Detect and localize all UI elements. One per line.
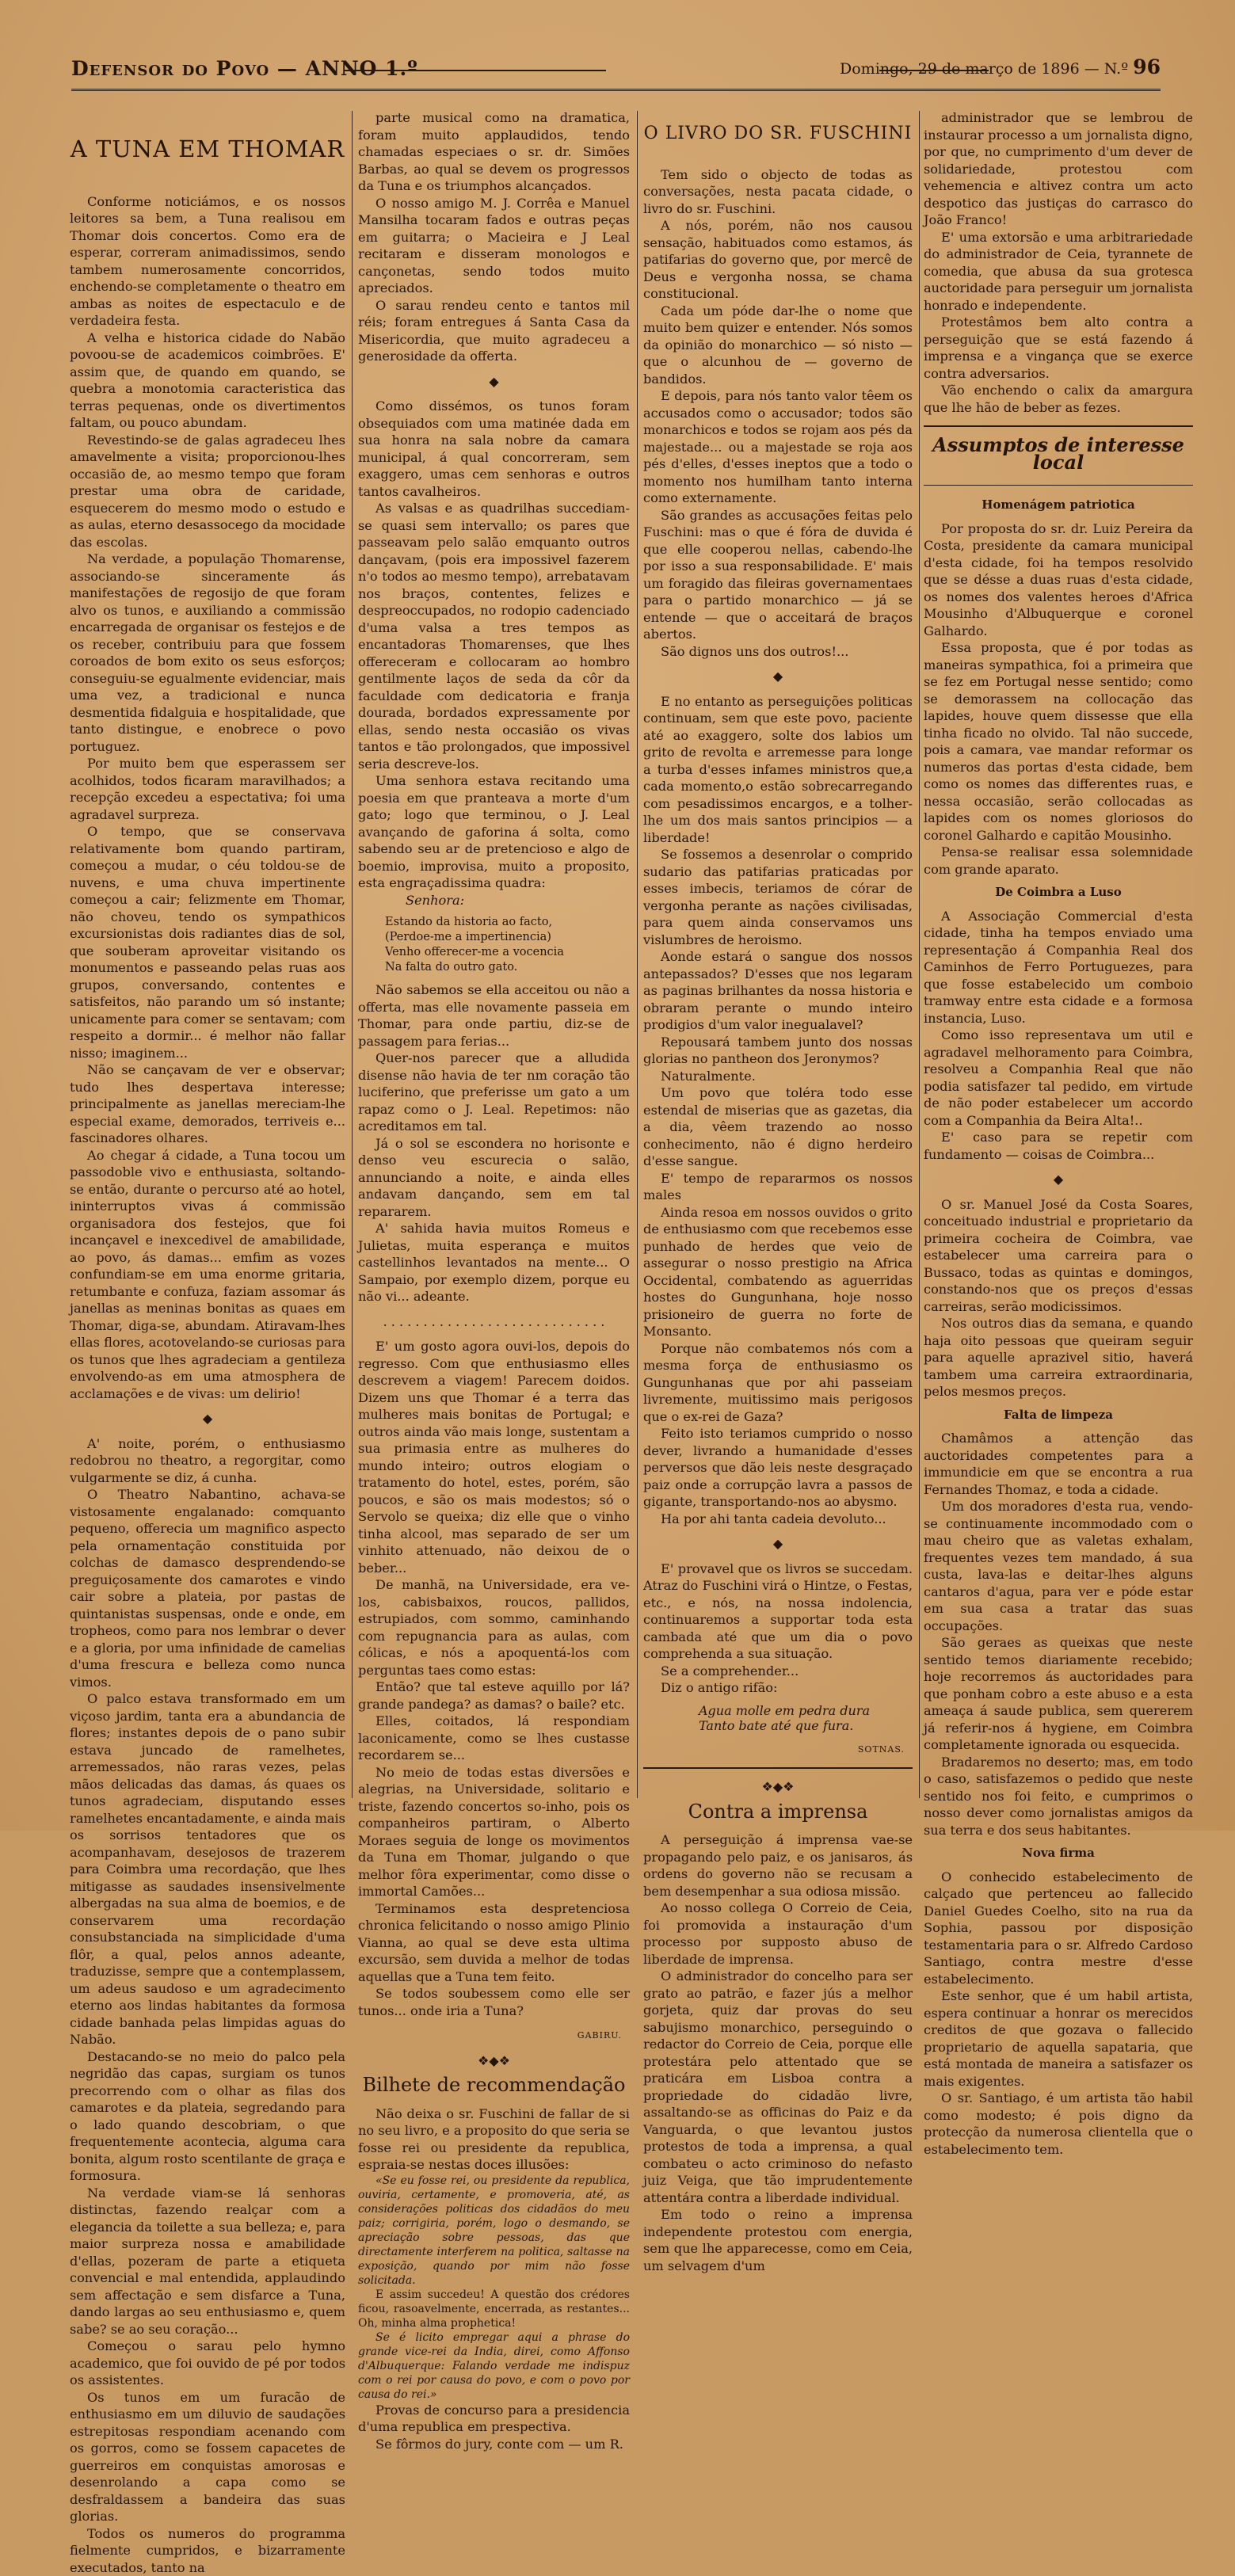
paragraph: Não se cançavam de ver e observar; tudo lhes despertava interesse; principalmente as janellas mereciam-lhe especial exame, demorados, terriveis e... fascinadores olhares. bbox=[70, 1061, 345, 1147]
paragraph: De manhã, na Universidade, era ve-los, cabisbaixos, roucos, pallidos, estrupiados, com sommo, caminhando com repugnancia para as aulas, com cólicas, e nós a apoquentá-los com perguntas taes como estas: bbox=[358, 1576, 630, 1679]
paragraph: O Theatro Nabantino, achava-se vistosamente engalanado: comquanto pequeno, offerecia um magnifico aspecto pela ornamentação constituida por colchas de damasco desprendendo-se preguiçosamente dos camarotes e vindo cair sobre a plateia, por pastas de quintanistas suspensas, onde e onde, em tropheos, como para nos lembrar o dever e a gloria, por uma infinidade de camelias d'uma frescura e belleza como nunca vimos. bbox=[70, 1486, 345, 1690]
paragraph: Se todos soubessem como elle ser tunos... onde iria a Tuna? bbox=[358, 1985, 630, 2019]
paragraph: Protestâmos bem alto contra a perseguição que se está fazendo á imprensa e a vingança que se exerce contra adversarios. bbox=[924, 314, 1193, 382]
paragraph: Naturalmente. bbox=[643, 1068, 913, 1085]
subsection-title: De Coimbra a Luso bbox=[924, 884, 1193, 901]
paragraph: São geraes as queixas que neste sentido temos diariamente recebido; hoje recorremos ás auctoridades para que ponham cobro a este abuso e a esta ameaça á saude publica, sem quererem já referir-nos á hygiene, em Coimbra completamente ignorada ou esquecida. bbox=[924, 1634, 1193, 1754]
paragraph: Ha por ahi tanta cadeia devoluto... bbox=[643, 1511, 913, 1528]
paragraph: O nosso amigo M. J. Corrêa e Manuel Mansilha tocaram fados e outras peças em guitarra; o Macieira e J Leal recitaram e disseram monologos e cançonetas, sendo todos muito apreciados. bbox=[358, 195, 630, 297]
paragraph: O tempo, que se conservava relativamente bom quando partiram, começou a mudar, o céu toldou-se de nuvens, e uma chuva impertinente começou a cair; felizmente em Thomar, não choveu, tendo os sympathicos excursionistas dois radiantes dias de sol, que souberam aproveitar visitando os monumentos e passeando pelas ruas aos grupos, conversando, contentes e satisfeitos, não parando um só instante; unicamente para comer se sentavam; com respeito a dormir... é melhor não fallar nisso; imaginem... bbox=[70, 823, 345, 1061]
paragraph: E assim succedeu! A questão dos crédores ficou, rasoavelmente, encerrada, as restantes... Oh, minha alma prophetica! bbox=[358, 2288, 630, 2330]
paragraph: Destacando-se no meio do palco pela negridão das capas, surgiam os tunos precorrendo com o olhar as filas dos camarotes e da plateia, segredando para o lado quando descobriam, o que frequentemente acontecia, alguma cara bonita, algum rosto scentilante de graça e formosura. bbox=[70, 2048, 345, 2185]
verse-line: Agua molle em pedra dura bbox=[699, 1703, 913, 1718]
verse bbox=[385, 915, 630, 975]
paragraph: Ainda resoa em nossos ouvidos o grito de enthusiasmo com que recebemos esse punhado de herdes que veio de assegurar o nosso prestigio na Africa Occidental, combatendo as aguerridas hostes do Gungunhana, hoje nosso prisioneiro de guerra no forte de Monsanto. bbox=[643, 1204, 913, 1340]
paragraph: Diz o antigo rifão: bbox=[643, 1679, 913, 1697]
paragraph: administrador que se lembrou de instaurar processo a um jornalista digno, por que, no cumprimento d'um dever de solidariedade, protestou com vehemencia e altivez contra um acto despotico das justiças do carrasco do João Franco! bbox=[924, 109, 1193, 229]
paragraph: Revestindo-se de galas agradeceu lhes amavelmente a visita; proporcionou-lhes occasião de, ao mesmo tempo que foram prestar uma obra de caridade, esquecerem do mesmo modo o estudo e as aulas, eterno desassocego da mocidade das escolas. bbox=[70, 432, 345, 551]
paragraph: Ao chegar á cidade, a Tuna tocou um passodoble vivo e enthusiasta, soltando-se então, durante o percurso até ao hotel, ininterruptos vivas á commissão organisadora dos festejos, que foi incançavel e inexcedivel de amabilidade, ao povo, ás damas... emfim as vozes confundiam-se em uma enorme gritaria, retumbante e confuza, faziam assomar ás janellas as meninas bonitas as quaes em Thomar, diga-se, abundam. Atiravam-lhes ellas flores, acotovelando-se curiosas para os tunos que lhes agradeciam a gentileza envolvendo-as em uma atmosphera de acclamações e de vivas: um delirio! bbox=[70, 1147, 345, 1403]
signature: SOTNAS. bbox=[643, 1741, 905, 1759]
paragraph: Aonde estará o sangue dos nossos antepassados? D'esses que nos legaram as paginas brilhantes da nossa historia e obraram perante o mundo inteiro prodigios d'um valor inegualavel? bbox=[643, 948, 913, 1034]
paragraph: O sr. Manuel José da Costa Soares, conceituado industrial e proprietario da primeira cocheira de Coimbra, vae estabelecer uma carreira para o Bussaco, todas as quintas e domingos, constando-nos que os preços d'essas carreiras, serão modicissimos. bbox=[924, 1196, 1193, 1316]
column-4 bbox=[924, 109, 1193, 1804]
paragraph: A perseguição á imprensa vae-se propagando pelo paiz, e os janisaros, ás ordens do governo não se recusam a bem desempenhar a sua odiosa missão. bbox=[643, 1831, 913, 1900]
article-title: O LIVRO DO SR. FUSCHINI bbox=[643, 125, 913, 143]
paragraph: Começou o sarau pelo hymno academico, que foi ouvido de pé por todos os assistentes. bbox=[70, 2338, 345, 2389]
section-title: Bilhete de recommendação bbox=[358, 2077, 630, 2094]
paragraph: Já o sol se escondera no horisonte e denso veu escurecia o salão, annunciando a noite, e ainda elles andavam dançando, sem em tal repararem. bbox=[358, 1135, 630, 1221]
issue-number: 96 bbox=[1133, 55, 1161, 78]
paragraph: Na verdade, a população Thomarense, associando-se sinceramente ás manifestações de regosijo de que foram alvo os tunos, e auxiliando a commissão encarregada de organisar os festejos e de os receber, contribuiu para que fossem coroados de bom exito os seus esforços; conseguiu-se egualmente evidenciar, mais uma vez, a tradicional e nunca desmentida fidalguia e hospitalidade, que tanto distingue, e enobrece o povo portuguez. bbox=[70, 551, 345, 755]
verse-line: Estando da historia ao facto, bbox=[385, 915, 630, 930]
paragraph: Se fôrmos do jury, conte com — um R. bbox=[358, 2436, 630, 2453]
column-divider bbox=[352, 111, 353, 1798]
quadra-intro: Senhora: bbox=[358, 892, 630, 909]
paragraph: Um dos moradores d'esta rua, vendo-se continuamente incommodado com o mau cheiro que as valetas exhalam, frequentes vezes tem mandado, á sua custa, lava-las e deitar-lhes alguns cantaros d'agua, para ver e póde estar em sua casa a tratar das suas occupações. bbox=[924, 1498, 1193, 1634]
paragraph: Pensa-se realisar essa solemnidade com grande aparato. bbox=[924, 844, 1193, 878]
ornament: ◆ bbox=[643, 668, 913, 685]
paragraph: Na verdade viam-se lá senhoras distinctas, fazendo realçar com a elegancia da toilette a sua belleza; e, para maior surpreza nossa e amabilidade d'ellas, pozeram de parte a etiqueta convencial e mal entendida, applaudindo sem affectação e sem disfarce a Tuna, dando largas ao seu enthusiasmo e, quem sabe? se ao seu coração... bbox=[70, 2185, 345, 2338]
column-3 bbox=[643, 109, 913, 1804]
paragraph: Então? que tal esteve aquillo por lá? grande pandega? as damas? o baile? etc. bbox=[358, 1679, 630, 1713]
column-divider bbox=[919, 111, 920, 1798]
paragraph: O palco estava transformado em um viçoso jardim, tanta era a abundancia de flores; instantes depois de o pano subir estava juncado de ramelhetes, arremessados, não raras vezes, pelas mãos delicadas das damas, ás quaes os tunos agradeciam, disputando esses ramelhetes encantadamente, e ainda mais os sorrisos tentadores que os acompanhavam, desejosos de trazerem para Coimbra uma recordação, que lhes mitigasse as saudades insensivelmente albergadas na sua alma de boemios, e de conservarem uma recordação consubstanciada na simplicidade d'uma flôr, a qual, pelos annos adeante, traduzisse, sempre que a contemplassem, um adeus saudoso e um agradecimento eterno aos lindas habitantes da formosa cidade banhada pelas limpidas aguas do Nabão. bbox=[70, 1690, 345, 2048]
paragraph: Nos outros dias da semana, e quando haja oito pessoas que queiram seguir para aquelle aprazivel sitio, haverá tambem uma carreira extraordinaria, pelos mesmos preços. bbox=[924, 1315, 1193, 1400]
ornament: ❖◆❖ bbox=[643, 1778, 913, 1796]
paragraph: O sr. Santiago, é um artista tão habil como modesto; é pois digno da protecção da numerosa clientella que o estabelecimento tem. bbox=[924, 2090, 1193, 2158]
issue-date-text: Domingo, 29 de março de 1896 — N.º bbox=[840, 60, 1128, 78]
paragraph: São dignos uns dos outros!... bbox=[643, 643, 913, 661]
paragraph: Como isso representava um util e agradavel melhoramento para Coimbra, resolveu a Companhia Real que não podia satisfazer tal pedido, em virtude de não poder estabelecer um accordo com a Companhia da Beira Alta!.. bbox=[924, 1027, 1193, 1129]
ornament: ◆ bbox=[70, 1410, 345, 1427]
paragraph: Em todo o reino a imprensa independente protestou com energia, sem que lhe apparecesse, como em Ceia, um selvagem d'um bbox=[643, 2206, 913, 2274]
ornament: ◆ bbox=[924, 1171, 1193, 1188]
paragraph: Provas de concurso para a presidencia d'uma republica em prespectiva. bbox=[358, 2402, 630, 2436]
paragraph: O conhecido estabelecimento de calçado que pertenceu ao fallecido Daniel Guedes Coelho, sito na rua da Sophia, passou por disposição testamentaria para o sr. Alfredo Cardoso Santiago, contra mestre d'esse estabelecimento. bbox=[924, 1869, 1193, 1988]
paragraph: E' caso para se repetir com fundamento — coisas de Coimbra... bbox=[924, 1129, 1193, 1163]
paragraph: E' provavel que os livros se succedam. Atraz do Fuschini virá o Hintze, o Festas, etc., e nós, na nossa indolencia, continuaremos a supportar toda esta cambada até que um dia o povo comprehenda a sua situação. bbox=[643, 1560, 913, 1663]
paragraph: Essa proposta, que é por todas as maneiras sympathica, foi a primeira que se fez em Portugal nesse sentido; como se demorassem na collocação das lapides, houve quem dissesse que ella tinha ficado no olvido. Tal não succede, pois a camara, vae mandar reformar os numeros das portas d'esta cidade, bem como os nomes das differentes ruas, e nessa occasião, serão collocadas as lapides com os nomes gloriosos do coronel Galhardo e capitão Mousinho. bbox=[924, 639, 1193, 844]
paragraph: Terminamos esta despretenciosa chronica felicitando o nosso amigo Plinio Vianna, ao qual se deve esta ultima excursão, sem duvida a melhor de todas aquellas que a Tuna tem feito. bbox=[358, 1900, 630, 1986]
paragraph: O sarau rendeu cento e tantos mil réis; foram entregues á Santa Casa da Misericordia, que muito agradeceu a generosidade da offerta. bbox=[358, 297, 630, 365]
paragraph: E' tempo de repararmos os nossos males bbox=[643, 1170, 913, 1204]
verse bbox=[699, 1703, 913, 1733]
article-title: A TUNA EM THOMAR bbox=[70, 141, 345, 158]
dotted-separator: . . . . . . . . . . . . . . . . . . . . . . . . . . . . bbox=[358, 1313, 630, 1331]
paragraph: Feito isto teriamos cumprido o nosso dever, livrando a humanidade d'esses perversos que dão leis neste desgraçado paiz onde a corrupção lavra a passos de gigante, transportando-nos ao abysmo. bbox=[643, 1425, 913, 1511]
paragraph: A nós, porém, não nos causou sensação, habituados como estamos, ás patifarias do governo que, por mercê de Deus e vergonha nossa, se chama constitucional. bbox=[643, 217, 913, 303]
masthead-underline bbox=[71, 89, 1161, 91]
subsection-title: Homenágem patriotica bbox=[924, 497, 1193, 514]
paragraph: E' um gosto agora ouvi-los, depois do regresso. Com que enthusiasmo elles descrevem a viagem! Parecem doidos. Dizem uns que Thomar é a terra das mulheres mais bonitas de Portugal; e outros ainda vão mais longe, sustentam a sua primasia entre as mulheres do mundo inteiro; outros elogiam o tratamento do hotel, estes, porém, são poucos, e são os mais modestos; só o Servolo se queixa; diz elle que o vinho tinha alcool, mas separado de ser um vinhito attenuado, não deixou de o beber... bbox=[358, 1338, 630, 1576]
paragraph: Porque não combatemos nós com a mesma força de enthusiasmo os Gungunhanas que por ahi passeiam livremente, muitissimo mais perigosos que o ex-rei de Gaza? bbox=[643, 1340, 913, 1426]
subsection-title: Falta de limpeza bbox=[924, 1407, 1193, 1424]
paragraph: Tem sido o objecto de todas as conversações, nesta pacata cidade, o livro do sr. Fuschini. bbox=[643, 166, 913, 218]
paragraph: A' noite, porém, o enthusiasmo redobrou no theatro, a regorgitar, como vulgarmente se diz, á cunha. bbox=[70, 1435, 345, 1487]
quote: Se é licito empregar aqui a phrase do grande vice-rei da India, direi, como Affonso d'Albuquerque: Falando verdade me indispuz com o rei por causa do povo, e com o povo por causa do rei.» bbox=[358, 2330, 630, 2402]
paragraph: Conforme noticiámos, e os nossos leitores sa bem, a Tuna realisou em Thomar dois concertos. Como era de esperar, correram animadissimos, sendo tambem numerosamente concorridos, enchendo-se completamente o theatro em ambas as noites de espectaculo e de verdadeira festa. bbox=[70, 193, 345, 330]
paragraph: Um povo que toléra todo esse estendal de miserias que as gazetas, dia a dia, vêem trazendo ao nosso conhecimento, não é digno herdeiro d'esse sangue. bbox=[643, 1084, 913, 1170]
paragraph: Não sabemos se ella acceitou ou não a offerta, mas elle novamente passeia em Thomar, para onde partiu, diz-se de passagem para ferias... bbox=[358, 981, 630, 1050]
newspaper-title: Defensor do Povo — ANNO 1.º bbox=[71, 57, 418, 80]
paragraph: As valsas e as quadrilhas succediam-se quasi sem intervallo; os pares que passeavam pelo salão emquanto outros dançavam, (pois era impossivel fazerem n'o todos ao mesmo tempo), arrebatavam nos braços, contentes, felizes e despreoccupados, no rodopio cadenciado d'uma valsa a tres tempos as encantadoras Thomarenses, que lhes offereceram e collocaram ao hombro gentilmente laços de seda da côr da faculdade com dedicatoria e franja dourada, bordados expressamente por ellas, sendo nesta occasião os vivas tantos e tão prolongados, que impossivel seria descreve-los. bbox=[358, 500, 630, 772]
paragraph: Os tunos em um furacão de enthusiasmo em um diluvio de saudações estrepitosas respondiam acenando com os gorros, como se fossem capacetes de guerreiros em conquistas amorosas e desenrolando a capa como se desfraldassem a bandeira das suas glorias. bbox=[70, 2389, 345, 2525]
verse-line: Tanto bate até que fura. bbox=[699, 1718, 913, 1733]
ornament: ❖◆❖ bbox=[358, 2052, 630, 2070]
masthead-rule bbox=[345, 70, 606, 71]
section-title: Assumptos de interesse local bbox=[924, 436, 1193, 471]
paragraph: parte musical como na dramatica, foram muito applaudidos, tendo chamadas especiaes o sr. dr. Simões Barbas, ao qual se devem os progressos da Tuna e os triumphos alcançados. bbox=[358, 109, 630, 195]
paragraph: Por proposta do sr. dr. Luiz Pereira da Costa, presidente da camara municipal d'esta cidade, foi ha tempos resolvido que se désse a duas ruas d'esta cidade, os nomes dos valentes heroes d'Africa Mousinho d'Albuquerque e coronel Galhardo. bbox=[924, 520, 1193, 640]
paragraph: Uma senhora estava recitando uma poesia em que pranteava a morte d'um gato; logo que terminou, o J. Leal avançando de gaforina á solta, como sabendo seu ar de pretencioso e algo de boemio, improvisa, muito a proposito, esta engraçadissima quadra: bbox=[358, 772, 630, 892]
paragraph: Elles, coitados, lá respondiam laconicamente, como se lhes custasse recordarem se... bbox=[358, 1713, 630, 1764]
paragraph: A' sahida havia muitos Romeus e Julietas, muita esperança e muitos castellinhos levantados na mente... O Sampaio, por exemplo dizem, porque eu não vi... adeante. bbox=[358, 1220, 630, 1305]
paragraph: Ao nosso collega O Correio de Ceia, foi promovida a instauração d'um processo por supposto abuso de liberdade de imprensa. bbox=[643, 1900, 913, 1968]
paragraph: Não deixa o sr. Fuschini de fallar de si no seu livro, e a proposito do que seria se fosse rei ou presidente da republica, espraia-se nestas doces illusões: bbox=[358, 2105, 630, 2174]
paragraph: São grandes as accusações feitas pelo Fuschini: mas o que é fóra de duvida é que elle cooperou nellas, cabendo-lhe por isso a sua responsabilidade. E' mais um foragido das fileiras governamentaes para o partido monarchico — já se entende — que o acceitará de braços abertos. bbox=[643, 507, 913, 643]
quote: «Se eu fosse rei, ou presidente da republica, ouviria, certamente, e promoveria, até, as considerações politicas dos cidadãos do meu paiz; corrigiria, porém, logo o desmando, se apreciação sobre pessoas, das que directamente interferem na politica, saltasse na exposição, quando por mim não fosse solicitada. bbox=[358, 2174, 630, 2288]
column-divider bbox=[637, 111, 638, 1798]
masthead bbox=[71, 51, 1161, 92]
paragraph: A velha e historica cidade do Nabão povoou-se de academicos coimbrões. E' assim que, de quando em quando, se quebra a monotomia caracteristica das terras pequenas, onde os divertimentos faltam, ou pouco abundam. bbox=[70, 330, 345, 432]
paragraph: Se fossemos a desenrolar o comprido sudario das patifarias praticadas por esses imbecis, teriamos de córar de vergonha perante as nações civilisadas, para quem ainda conservamos uns vislumbres de heroismo. bbox=[643, 846, 913, 948]
paragraph: Quer-nos parecer que a alludida disense não havia de ter nm coração tão luciferino, que preferisse um gato a um rapaz como o J. Leal. Repetimos: não acreditamos em tal. bbox=[358, 1050, 630, 1135]
paragraph: Repousará tambem junto dos nossas glorias no pantheon dos Jeronymos? bbox=[643, 1034, 913, 1068]
paragraph: Como dissémos, os tunos foram obsequiados com uma matinée dada em sua honra na sala nobre da camara municipal, á qual concorreram, sem exaggero, umas cem senhoras e outros tantos cavalheiros. bbox=[358, 398, 630, 500]
column-2 bbox=[358, 109, 630, 1804]
paragraph: Este senhor, que é um habil artista, espera continuar a honrar os merecidos creditos de que gozava o fallecido proprietario de aquella sapataria, que está montada de maneira a satisfazer os mais exigentes. bbox=[924, 1987, 1193, 2090]
column-1 bbox=[70, 109, 345, 1804]
signature: GABIRU. bbox=[358, 2027, 622, 2044]
paragraph: A Associação Commercial d'esta cidade, tinha ha tempos enviado uma representação á Companhia Real dos Caminhos de Ferro Portuguezes, para que fosse estabelecido um comboio tramway entre esta cidade e a formosa instancia, Luso. bbox=[924, 908, 1193, 1027]
paragraph: E' uma extorsão e uma arbitrariedade do administrador de Ceia, tyrannete de comedia, que abusa da sua grotesca auctoridade para perseguir um jornalista honrado e independente. bbox=[924, 229, 1193, 314]
subsection-title: Nova firma bbox=[924, 1845, 1193, 1862]
ornament: ◆ bbox=[358, 373, 630, 391]
issue-date bbox=[840, 55, 1161, 78]
paragraph: Vão enchendo o calix da amargura que lhe hão de beber as fezes. bbox=[924, 382, 1193, 416]
paragraph: E depois, para nós tanto valor têem os accusados como o accusador; todos são monarchicos e todos se rojam aos pés da majestade... ou a majestade se roja aos pés d'elles, d'esses ineptos que a todo o momento nos humilham tanto interna como externamente. bbox=[643, 387, 913, 507]
divider bbox=[924, 485, 1193, 486]
verse-line: Venho offerecer-me a vocencia bbox=[385, 945, 630, 960]
ornament: ◆ bbox=[643, 1535, 913, 1553]
paragraph: Por muito bem que esperassem ser acolhidos, todos ficaram maravilhados; a recepção excedeu a espectativa; foi uma agradavel surpreza. bbox=[70, 755, 345, 823]
paragraph: Se a comprehender... bbox=[643, 1663, 913, 1680]
verse-line: Na falta do outro gato. bbox=[385, 960, 630, 975]
paragraph: Todos os numeros do programma fielmente cumpridos, e bizarramente executados, tanto na bbox=[70, 2525, 345, 2576]
paragraph: E no entanto as perseguições politicas continuam, sem que este povo, paciente até ao exaggero, solte dos labios um grito de revolta e arremesse para longe a turba d'esses infames ministros que,a cada momento,o estão sobrecarregando com pesadissimos encargos, e a tolher-lhe um dos mais santos principios — a liberdade! bbox=[643, 693, 913, 847]
paragraph: Chamâmos a attenção das auctoridades competentes para a immundicie em que se encontra a rua Fernandes Thomaz, e toda a cidade. bbox=[924, 1430, 1193, 1498]
section-title: Contra a imprensa bbox=[643, 1804, 913, 1821]
paragraph: Cada um póde dar-lhe o nome que muito bem quizer e entender. Nós somos da opinião do monarchico — só nisto — que o alcunhou de — governo de bandidos. bbox=[643, 303, 913, 388]
paragraph: No meio de todas estas diversões e alegrias, na Universidade, solitario e triste, fazendo concertos so-inho, pois os companheiros partiram, o Alberto Moraes seguia de longe os movimentos da Tuna em Thomar, julgando o que melhor fôra experimentar, como disse o immortal Camões... bbox=[358, 1764, 630, 1900]
paragraph: Bradaremos no deserto; mas, em todo o caso, satisfazemos o pedido que neste sentido nos foi feito, e cumprimos o nosso dever como jornalistas amigos da sua terra e dos seus habitantes. bbox=[924, 1754, 1193, 1839]
paragraph: O administrador do concelho para ser grato ao patrão, e fazer jús a melhor gorjeta, quiz dar provas do seu sabujismo monarchico, perseguindo o redactor do Correio de Ceia, porque elle protestára pelo attentado que se praticára em Lisboa contra a propriedade do cidadão livre, assaltando-se as officinas do Paiz e da Vanguarda, o que levantou justos protestos de toda a imprensa, a qual combateu o acto criminoso do nefasto juiz Veiga, que tão imprudentemente attentára contra a liberdade individual. bbox=[643, 1968, 913, 2206]
verse-line: (Perdoe-me a impertinencia) bbox=[385, 930, 630, 945]
divider bbox=[643, 1767, 913, 1769]
divider bbox=[924, 425, 1193, 427]
